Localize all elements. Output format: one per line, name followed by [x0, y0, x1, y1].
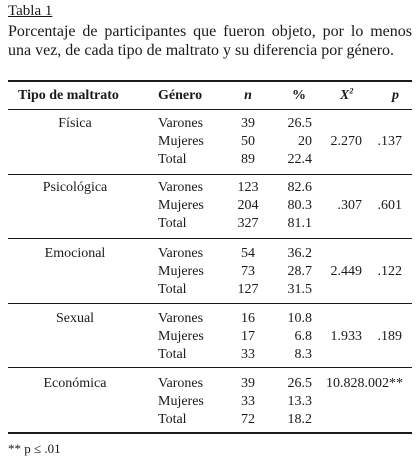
- row-genero: Total: [158, 347, 187, 362]
- table-title: Tabla 1: [8, 3, 53, 19]
- table-caption: Porcentaje de participantes que fueron objeto, por lo menos una vez, de cada tipo de maltrato y su diferencia por género.: [8, 23, 412, 59]
- group-tipo: Emocional: [44, 246, 106, 261]
- row-pct: 26.5: [287, 376, 312, 391]
- group-separator-rule: [8, 367, 412, 368]
- row-n: 39: [241, 376, 255, 391]
- row-n: 33: [241, 394, 255, 409]
- group-p: .189: [377, 329, 402, 344]
- table-top-rule: [8, 80, 412, 82]
- row-pct: 31.5: [287, 282, 312, 297]
- row-genero: Mujeres: [158, 394, 204, 409]
- row-genero: Total: [158, 412, 187, 427]
- row-n: 16: [241, 311, 255, 326]
- group-p: .137: [377, 134, 402, 149]
- row-genero: Mujeres: [158, 264, 204, 279]
- row-pct: 22.4: [287, 152, 312, 167]
- row-pct: 80.3: [287, 198, 312, 213]
- row-n: 54: [241, 246, 255, 261]
- row-pct: 26.5: [287, 116, 312, 131]
- group-separator-rule: [8, 238, 412, 239]
- row-n: 123: [237, 180, 259, 195]
- row-pct: 10.8: [287, 311, 312, 326]
- row-pct: 28.7: [287, 264, 312, 279]
- row-n: 127: [237, 282, 259, 297]
- row-genero: Total: [158, 216, 187, 231]
- table-bottom-rule: [8, 432, 412, 434]
- row-genero: Varones: [158, 311, 204, 326]
- group-separator-rule: [8, 303, 412, 304]
- row-genero: Mujeres: [158, 134, 204, 149]
- header-chi-superscript: 2: [349, 86, 354, 96]
- row-n: 89: [241, 152, 255, 167]
- row-genero: Total: [158, 282, 187, 297]
- row-genero: Varones: [158, 116, 204, 131]
- row-genero: Total: [158, 152, 187, 167]
- header-tipo: Tipo de maltrato: [18, 88, 119, 103]
- header-p: p: [392, 88, 399, 103]
- row-genero: Varones: [158, 246, 204, 261]
- row-n: 327: [237, 216, 259, 231]
- row-genero: Varones: [158, 376, 204, 391]
- group-tipo: Económica: [43, 376, 107, 391]
- group-p: .601: [377, 198, 402, 213]
- group-tipo: Psicológica: [42, 180, 108, 195]
- row-pct: 82.6: [287, 180, 312, 195]
- table-footnote: ** p ≤ .01: [8, 441, 61, 456]
- group-tipo: Física: [58, 116, 92, 131]
- row-genero: Mujeres: [158, 198, 204, 213]
- row-pct: 36.2: [287, 246, 312, 261]
- row-pct: 13.3: [287, 394, 312, 409]
- group-tipo: Sexual: [55, 311, 95, 326]
- group-chi: 2.270: [330, 134, 362, 149]
- row-pct: 18.2: [287, 412, 312, 427]
- row-n: 33: [241, 347, 255, 362]
- row-n: 39: [241, 116, 255, 131]
- row-n: 17: [241, 329, 255, 344]
- row-n: 73: [241, 264, 255, 279]
- header-pct: %: [292, 88, 306, 103]
- header-rule: [8, 109, 412, 110]
- group-chi: 2.449: [330, 264, 362, 279]
- group-chi: 1.933: [330, 329, 362, 344]
- row-n: 72: [241, 412, 255, 427]
- group-chi-p: 10.828.002**: [326, 376, 403, 391]
- row-pct: 81.1: [287, 216, 312, 231]
- row-n: 204: [237, 198, 259, 213]
- row-n: 50: [241, 134, 255, 149]
- row-genero: Varones: [158, 180, 204, 195]
- group-chi: .307: [337, 198, 362, 213]
- row-pct: 20: [298, 134, 312, 149]
- row-pct: 8.3: [294, 347, 312, 362]
- row-genero: Mujeres: [158, 329, 204, 344]
- header-chi-symbol: X: [340, 88, 350, 103]
- header-genero: Género: [158, 88, 203, 103]
- header-n: n: [244, 88, 252, 103]
- row-pct: 6.8: [294, 329, 312, 344]
- group-p: .122: [377, 264, 402, 279]
- header-chi: [340, 87, 353, 105]
- group-separator-rule: [8, 174, 412, 175]
